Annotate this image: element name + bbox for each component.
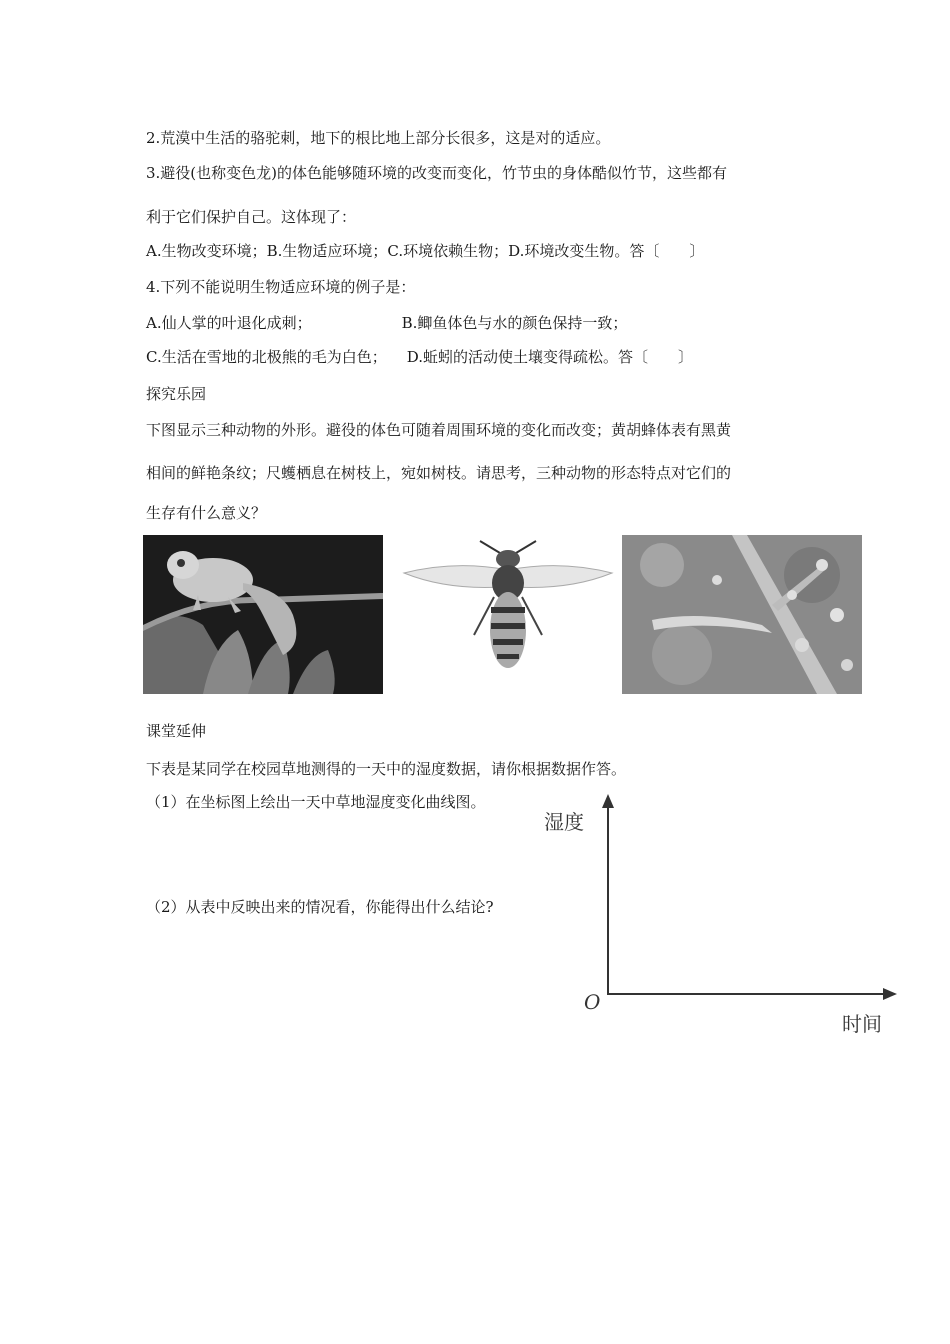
question-4-row-1	[146, 313, 627, 333]
question-4-option-c: C.生活在雪地的北极熊的毛为白色；	[146, 348, 387, 366]
y-axis-arrow	[602, 794, 614, 808]
extension-task-2: （2）从表中反映出来的情况看，你能得出什么结论?	[146, 898, 494, 916]
inchworm-photo	[622, 535, 862, 694]
extension-heading: 课堂延伸	[146, 722, 207, 740]
question-4-row-2	[146, 347, 693, 367]
question-3-line-1: 3.避役(也称变色龙)的体色能够随环境的改变而变化，竹节虫的身体酷似竹节，这些都有	[146, 164, 728, 182]
explore-heading: 探究乐园	[146, 385, 207, 403]
question-4-option-a: A.仙人掌的叶退化成刺；	[146, 314, 312, 332]
question-3-line-2: 利于它们保护自己。这体现了：	[146, 208, 357, 226]
extension-intro: 下表是某同学在校园草地测得的一天中的湿度数据，请你根据数据作答。	[146, 760, 627, 778]
question-4-stem: 4.下列不能说明生物适应环境的例子是：	[146, 278, 416, 296]
explore-line-1: 下图显示三种动物的外形。避役的体色可随着周围环境的变化而改变；黄胡蜂体表有黑黄	[146, 421, 732, 439]
question-3-options: A.生物改变环境；B.生物适应环境；C.环境依赖生物；D.环境改变生物。答〔 〕	[146, 242, 705, 260]
hornet-photo	[396, 535, 620, 694]
x-axis-label: 时间	[842, 1012, 882, 1036]
blank-axes-graph	[590, 790, 910, 1020]
question-4-option-b: B.鲫鱼体色与水的颜色保持一致；	[401, 314, 628, 332]
chameleon-photo	[143, 535, 383, 694]
explore-line-3: 生存有什么意义？	[146, 504, 267, 522]
explore-line-2: 相间的鲜艳条纹；尺蠖栖息在树枝上，宛如树枝。请思考，三种动物的形态特点对它们的	[146, 464, 732, 482]
question-2: 2.荒漠中生活的骆驼刺，地下的根比地上部分长很多，这是对的适应。	[146, 129, 611, 147]
question-4-option-d: D.蚯蚓的活动使土壤变得疏松。答〔 〕	[406, 348, 693, 366]
x-axis-arrow	[883, 988, 897, 1000]
extension-task-1: （1）在坐标图上绘出一天中草地湿度变化曲线图。	[146, 793, 486, 811]
y-axis-label: 湿度	[544, 810, 584, 834]
origin-label: O	[584, 990, 601, 1014]
